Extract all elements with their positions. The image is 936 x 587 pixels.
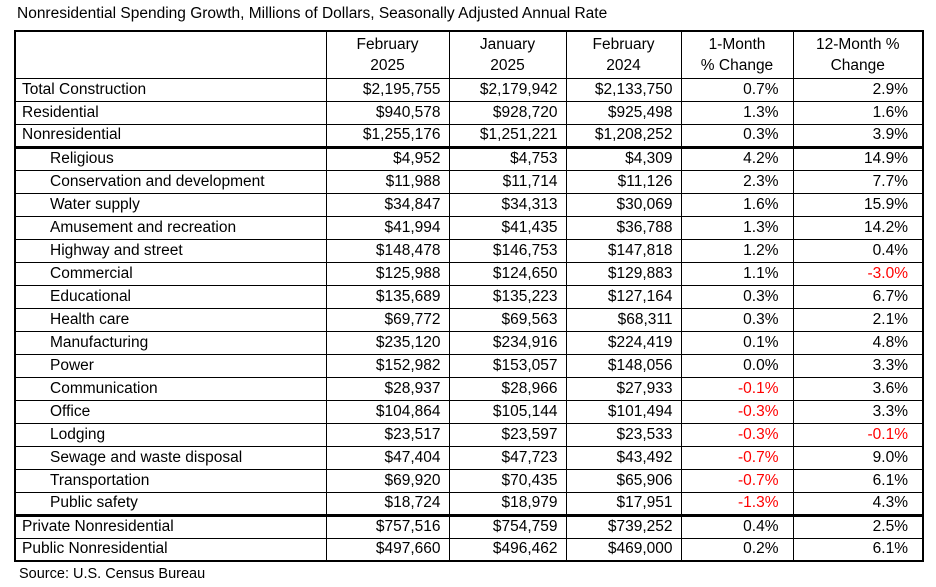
cell-12-month-change: 2.5% bbox=[793, 515, 923, 538]
row-label: Water supply bbox=[15, 193, 326, 216]
cell-feb-2024: $30,069 bbox=[566, 193, 681, 216]
cell-feb-2025: $28,937 bbox=[326, 377, 449, 400]
table-row bbox=[15, 515, 923, 538]
cell-feb-2024: $11,126 bbox=[566, 170, 681, 193]
header-line: 2025 bbox=[370, 56, 405, 74]
row-label: Transportation bbox=[15, 469, 326, 492]
header-row bbox=[15, 31, 923, 78]
table-row bbox=[15, 193, 923, 216]
cell-feb-2025: $23,517 bbox=[326, 423, 449, 446]
cell-jan-2025: $496,462 bbox=[449, 538, 566, 561]
cell-jan-2025: $69,563 bbox=[449, 308, 566, 331]
cell-12-month-change: 3.3% bbox=[793, 400, 923, 423]
cell-feb-2025: $235,120 bbox=[326, 331, 449, 354]
header-1-month-change bbox=[681, 31, 793, 78]
cell-12-month-change: 6.1% bbox=[793, 538, 923, 561]
row-label: Total Construction bbox=[15, 78, 326, 101]
row-label: Public Nonresidential bbox=[15, 538, 326, 561]
cell-feb-2024: $65,906 bbox=[566, 469, 681, 492]
header-line: % Change bbox=[700, 56, 774, 74]
cell-12-month-change: 14.2% bbox=[793, 216, 923, 239]
cell-feb-2024: $1,208,252 bbox=[566, 124, 681, 147]
cell-feb-2025: $125,988 bbox=[326, 262, 449, 285]
table-row bbox=[15, 262, 923, 285]
cell-jan-2025: $124,650 bbox=[449, 262, 566, 285]
header-line: 2025 bbox=[490, 56, 525, 74]
cell-jan-2025: $70,435 bbox=[449, 469, 566, 492]
header-line: 12-Month % bbox=[815, 35, 900, 53]
cell-12-month-change: -3.0% bbox=[793, 262, 923, 285]
table-row bbox=[15, 400, 923, 423]
table-row bbox=[15, 308, 923, 331]
cell-jan-2025: $47,723 bbox=[449, 446, 566, 469]
cell-feb-2025: $148,478 bbox=[326, 239, 449, 262]
cell-feb-2025: $69,772 bbox=[326, 308, 449, 331]
cell-1-month-change: 0.2% bbox=[681, 538, 793, 561]
source-note: Source: U.S. Census Bureau bbox=[19, 566, 206, 582]
cell-1-month-change: 2.3% bbox=[681, 170, 793, 193]
row-label: Conservation and development bbox=[15, 170, 326, 193]
table-row bbox=[15, 239, 923, 262]
cell-jan-2025: $1,251,221 bbox=[449, 124, 566, 147]
cell-jan-2025: $153,057 bbox=[449, 354, 566, 377]
cell-jan-2025: $135,223 bbox=[449, 285, 566, 308]
cell-feb-2025: $2,195,755 bbox=[326, 78, 449, 101]
table-row bbox=[15, 377, 923, 400]
cell-1-month-change: 0.0% bbox=[681, 354, 793, 377]
cell-12-month-change: 0.4% bbox=[793, 239, 923, 262]
cell-feb-2024: $224,419 bbox=[566, 331, 681, 354]
cell-feb-2024: $101,494 bbox=[566, 400, 681, 423]
cell-feb-2025: $18,724 bbox=[326, 492, 449, 515]
cell-feb-2025: $135,689 bbox=[326, 285, 449, 308]
cell-1-month-change: -0.7% bbox=[681, 446, 793, 469]
cell-1-month-change: 1.3% bbox=[681, 101, 793, 124]
header-line: 2024 bbox=[606, 56, 641, 74]
cell-feb-2024: $127,164 bbox=[566, 285, 681, 308]
cell-12-month-change: 7.7% bbox=[793, 170, 923, 193]
cell-jan-2025: $18,979 bbox=[449, 492, 566, 515]
cell-feb-2024: $925,498 bbox=[566, 101, 681, 124]
header-line: January bbox=[479, 35, 536, 53]
table-row bbox=[15, 446, 923, 469]
cell-jan-2025: $11,714 bbox=[449, 170, 566, 193]
cell-jan-2025: $928,720 bbox=[449, 101, 566, 124]
row-label: Nonresidential bbox=[15, 124, 326, 147]
cell-jan-2025: $28,966 bbox=[449, 377, 566, 400]
table-row bbox=[15, 538, 923, 561]
cell-12-month-change: 2.1% bbox=[793, 308, 923, 331]
row-label: Amusement and recreation bbox=[15, 216, 326, 239]
cell-12-month-change: 9.0% bbox=[793, 446, 923, 469]
table-row bbox=[15, 78, 923, 101]
cell-12-month-change: 6.1% bbox=[793, 469, 923, 492]
cell-feb-2025: $940,578 bbox=[326, 101, 449, 124]
cell-feb-2024: $36,788 bbox=[566, 216, 681, 239]
cell-feb-2024: $27,933 bbox=[566, 377, 681, 400]
table-row bbox=[15, 469, 923, 492]
cell-feb-2025: $41,994 bbox=[326, 216, 449, 239]
cell-jan-2025: $234,916 bbox=[449, 331, 566, 354]
cell-12-month-change: 15.9% bbox=[793, 193, 923, 216]
cell-1-month-change: 1.2% bbox=[681, 239, 793, 262]
cell-feb-2025: $47,404 bbox=[326, 446, 449, 469]
cell-jan-2025: $105,144 bbox=[449, 400, 566, 423]
cell-1-month-change: 1.3% bbox=[681, 216, 793, 239]
cell-12-month-change: 4.3% bbox=[793, 492, 923, 515]
cell-feb-2025: $11,988 bbox=[326, 170, 449, 193]
cell-12-month-change: 2.9% bbox=[793, 78, 923, 101]
row-label: Sewage and waste disposal bbox=[15, 446, 326, 469]
table-row bbox=[15, 147, 923, 170]
cell-feb-2024: $43,492 bbox=[566, 446, 681, 469]
cell-feb-2024: $2,133,750 bbox=[566, 78, 681, 101]
cell-12-month-change: -0.1% bbox=[793, 423, 923, 446]
header-line: February bbox=[592, 35, 655, 53]
cell-12-month-change: 6.7% bbox=[793, 285, 923, 308]
row-label: Manufacturing bbox=[15, 331, 326, 354]
cell-1-month-change: 0.3% bbox=[681, 308, 793, 331]
table-row bbox=[15, 101, 923, 124]
cell-jan-2025: $4,753 bbox=[449, 147, 566, 170]
cell-1-month-change: -0.7% bbox=[681, 469, 793, 492]
row-label: Health care bbox=[15, 308, 326, 331]
row-label: Educational bbox=[15, 285, 326, 308]
cell-feb-2024: $23,533 bbox=[566, 423, 681, 446]
cell-1-month-change: 4.2% bbox=[681, 147, 793, 170]
cell-12-month-change: 4.8% bbox=[793, 331, 923, 354]
cell-1-month-change: 1.6% bbox=[681, 193, 793, 216]
header-line: 1-Month bbox=[708, 35, 766, 53]
table-row bbox=[15, 354, 923, 377]
cell-feb-2025: $69,920 bbox=[326, 469, 449, 492]
table-row bbox=[15, 423, 923, 446]
cell-1-month-change: -0.3% bbox=[681, 423, 793, 446]
spending-table bbox=[14, 30, 924, 562]
row-label: Power bbox=[15, 354, 326, 377]
cell-feb-2024: $68,311 bbox=[566, 308, 681, 331]
cell-feb-2024: $147,818 bbox=[566, 239, 681, 262]
row-label: Residential bbox=[15, 101, 326, 124]
header-line: Change bbox=[830, 56, 885, 74]
row-label: Highway and street bbox=[15, 239, 326, 262]
table-row bbox=[15, 331, 923, 354]
header-february-2025 bbox=[326, 31, 449, 78]
header-12-month-change bbox=[793, 31, 923, 78]
table-row bbox=[15, 492, 923, 515]
cell-feb-2024: $469,000 bbox=[566, 538, 681, 561]
header-january-2025 bbox=[449, 31, 566, 78]
cell-feb-2024: $17,951 bbox=[566, 492, 681, 515]
row-label: Communication bbox=[15, 377, 326, 400]
row-label: Commercial bbox=[15, 262, 326, 285]
table-row bbox=[15, 124, 923, 147]
cell-jan-2025: $41,435 bbox=[449, 216, 566, 239]
cell-feb-2024: $148,056 bbox=[566, 354, 681, 377]
cell-12-month-change: 3.3% bbox=[793, 354, 923, 377]
row-label: Religious bbox=[15, 147, 326, 170]
header-line: February bbox=[356, 35, 419, 53]
cell-jan-2025: $146,753 bbox=[449, 239, 566, 262]
cell-12-month-change: 3.9% bbox=[793, 124, 923, 147]
cell-12-month-change: 1.6% bbox=[793, 101, 923, 124]
cell-jan-2025: $34,313 bbox=[449, 193, 566, 216]
cell-feb-2025: $1,255,176 bbox=[326, 124, 449, 147]
row-label: Public safety bbox=[15, 492, 326, 515]
cell-feb-2025: $757,516 bbox=[326, 515, 449, 538]
cell-feb-2025: $104,864 bbox=[326, 400, 449, 423]
cell-feb-2025: $34,847 bbox=[326, 193, 449, 216]
cell-jan-2025: $754,759 bbox=[449, 515, 566, 538]
row-label: Private Nonresidential bbox=[15, 515, 326, 538]
row-label: Office bbox=[15, 400, 326, 423]
cell-1-month-change: 0.1% bbox=[681, 331, 793, 354]
cell-jan-2025: $2,179,942 bbox=[449, 78, 566, 101]
cell-1-month-change: 0.3% bbox=[681, 285, 793, 308]
cell-feb-2025: $152,982 bbox=[326, 354, 449, 377]
cell-feb-2024: $129,883 bbox=[566, 262, 681, 285]
cell-1-month-change: -1.3% bbox=[681, 492, 793, 515]
header-category bbox=[15, 31, 326, 78]
cell-1-month-change: 1.1% bbox=[681, 262, 793, 285]
cell-1-month-change: -0.3% bbox=[681, 400, 793, 423]
row-label: Lodging bbox=[15, 423, 326, 446]
cell-12-month-change: 14.9% bbox=[793, 147, 923, 170]
cell-feb-2024: $739,252 bbox=[566, 515, 681, 538]
table-row bbox=[15, 285, 923, 308]
cell-feb-2025: $4,952 bbox=[326, 147, 449, 170]
table-row bbox=[15, 170, 923, 193]
cell-12-month-change: 3.6% bbox=[793, 377, 923, 400]
cell-jan-2025: $23,597 bbox=[449, 423, 566, 446]
page-title: Nonresidential Spending Growth, Millions of Dollars, Seasonally Adjusted Annual Rate bbox=[17, 5, 608, 22]
cell-1-month-change: -0.1% bbox=[681, 377, 793, 400]
header-february-2024 bbox=[566, 31, 681, 78]
table-row bbox=[15, 216, 923, 239]
cell-1-month-change: 0.3% bbox=[681, 124, 793, 147]
cell-1-month-change: 0.4% bbox=[681, 515, 793, 538]
cell-1-month-change: 0.7% bbox=[681, 78, 793, 101]
table-body bbox=[15, 78, 923, 561]
cell-feb-2025: $497,660 bbox=[326, 538, 449, 561]
cell-feb-2024: $4,309 bbox=[566, 147, 681, 170]
